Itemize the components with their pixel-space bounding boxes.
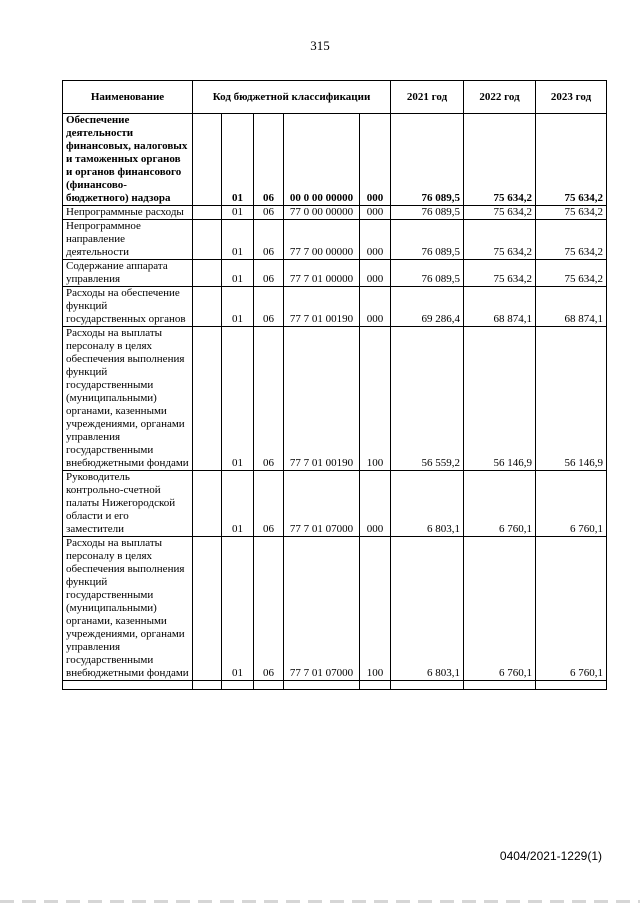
row-value-2023: 6 760,1 bbox=[536, 471, 607, 537]
row-code-expense-type: 000 bbox=[360, 260, 391, 287]
header-code: Код бюджетной классификации bbox=[193, 81, 391, 114]
row-value-2023: 56 146,9 bbox=[536, 327, 607, 471]
row-code-target: 77 7 01 00000 bbox=[284, 260, 360, 287]
row-code-1 bbox=[193, 206, 222, 220]
table-row bbox=[63, 220, 607, 260]
row-code-subsection: 06 bbox=[254, 114, 284, 206]
row-code-expense-type: 100 bbox=[360, 537, 391, 681]
row-code-1 bbox=[193, 327, 222, 471]
row-code-1 bbox=[193, 537, 222, 681]
row-value-2021: 6 803,1 bbox=[391, 537, 464, 681]
spacer-cell bbox=[536, 681, 607, 690]
row-code-section: 01 bbox=[222, 220, 254, 260]
header-2022: 2022 год bbox=[464, 81, 536, 114]
row-code-section: 01 bbox=[222, 287, 254, 327]
table-header-row bbox=[63, 81, 607, 114]
row-code-subsection: 06 bbox=[254, 537, 284, 681]
table-row bbox=[63, 206, 607, 220]
row-value-2021: 56 559,2 bbox=[391, 327, 464, 471]
row-code-section: 01 bbox=[222, 114, 254, 206]
row-code-target: 77 7 01 00190 bbox=[284, 327, 360, 471]
row-code-expense-type: 000 bbox=[360, 206, 391, 220]
table-row bbox=[63, 327, 607, 471]
row-value-2023: 6 760,1 bbox=[536, 537, 607, 681]
row-code-target: 77 7 01 07000 bbox=[284, 471, 360, 537]
row-value-2023: 75 634,2 bbox=[536, 206, 607, 220]
table-row bbox=[63, 114, 607, 206]
row-name: Руководитель контрольно-счетной палаты Нижегородской области и его заместители bbox=[63, 471, 193, 537]
row-code-section: 01 bbox=[222, 537, 254, 681]
row-name: Обеспечение деятельности финансовых, налоговых и таможенных органов и органов финансового (финансово-бюджетного) надзора bbox=[63, 114, 193, 206]
header-2021: 2021 год bbox=[391, 81, 464, 114]
row-value-2022: 75 634,2 bbox=[464, 220, 536, 260]
row-value-2023: 75 634,2 bbox=[536, 114, 607, 206]
row-code-section: 01 bbox=[222, 206, 254, 220]
spacer-cell bbox=[193, 681, 222, 690]
spacer-cell bbox=[360, 681, 391, 690]
row-name: Расходы на выплаты персоналу в целях обеспечения выполнения функций государственными (муниципальными) органами, казенными учреждениями, органами управления государственными внебюджетными фондами bbox=[63, 537, 193, 681]
row-name: Непрограммные расходы bbox=[63, 206, 193, 220]
header-name: Наименование bbox=[63, 81, 193, 114]
row-value-2021: 76 089,5 bbox=[391, 260, 464, 287]
row-code-target: 77 7 00 00000 bbox=[284, 220, 360, 260]
row-code-target: 77 7 01 07000 bbox=[284, 537, 360, 681]
row-value-2022: 68 874,1 bbox=[464, 287, 536, 327]
row-code-expense-type: 000 bbox=[360, 114, 391, 206]
row-code-target: 00 0 00 00000 bbox=[284, 114, 360, 206]
row-code-section: 01 bbox=[222, 260, 254, 287]
row-name: Непрограммное направление деятельности bbox=[63, 220, 193, 260]
row-code-1 bbox=[193, 471, 222, 537]
row-code-section: 01 bbox=[222, 471, 254, 537]
spacer-cell bbox=[222, 681, 254, 690]
row-value-2021: 69 286,4 bbox=[391, 287, 464, 327]
row-value-2021: 6 803,1 bbox=[391, 471, 464, 537]
row-code-1 bbox=[193, 114, 222, 206]
row-code-subsection: 06 bbox=[254, 287, 284, 327]
row-value-2023: 68 874,1 bbox=[536, 287, 607, 327]
row-code-expense-type: 000 bbox=[360, 220, 391, 260]
row-code-subsection: 06 bbox=[254, 327, 284, 471]
row-value-2021: 76 089,5 bbox=[391, 114, 464, 206]
row-value-2022: 75 634,2 bbox=[464, 260, 536, 287]
row-name: Содержание аппарата управления bbox=[63, 260, 193, 287]
row-value-2023: 75 634,2 bbox=[536, 260, 607, 287]
row-code-subsection: 06 bbox=[254, 220, 284, 260]
row-code-subsection: 06 bbox=[254, 471, 284, 537]
row-code-1 bbox=[193, 287, 222, 327]
spacer-cell bbox=[254, 681, 284, 690]
spacer-cell bbox=[284, 681, 360, 690]
row-value-2022: 56 146,9 bbox=[464, 327, 536, 471]
spacer-cell bbox=[391, 681, 464, 690]
row-value-2022: 6 760,1 bbox=[464, 471, 536, 537]
row-name: Расходы на обеспечение функций государственных органов bbox=[63, 287, 193, 327]
table-row bbox=[63, 537, 607, 681]
scan-artifact-line bbox=[0, 900, 640, 903]
table-row bbox=[63, 471, 607, 537]
row-code-1 bbox=[193, 220, 222, 260]
row-code-expense-type: 100 bbox=[360, 327, 391, 471]
row-code-target: 77 7 01 00190 bbox=[284, 287, 360, 327]
row-value-2021: 76 089,5 bbox=[391, 206, 464, 220]
table-spacer-row bbox=[63, 681, 607, 690]
document-code: 0404/2021-1229(1) bbox=[499, 849, 602, 863]
row-value-2022: 6 760,1 bbox=[464, 537, 536, 681]
row-name: Расходы на выплаты персоналу в целях обеспечения выполнения функций государственными (муниципальными) органами, казенными учреждениями, органами управления государственными внебюджетными фондами bbox=[63, 327, 193, 471]
row-code-subsection: 06 bbox=[254, 206, 284, 220]
row-code-1 bbox=[193, 260, 222, 287]
spacer-cell bbox=[63, 681, 193, 690]
table-row bbox=[63, 287, 607, 327]
table-row bbox=[63, 260, 607, 287]
row-value-2022: 75 634,2 bbox=[464, 206, 536, 220]
row-code-target: 77 0 00 00000 bbox=[284, 206, 360, 220]
page-number: 315 bbox=[310, 38, 330, 53]
row-code-expense-type: 000 bbox=[360, 471, 391, 537]
row-code-expense-type: 000 bbox=[360, 287, 391, 327]
row-code-subsection: 06 bbox=[254, 260, 284, 287]
spacer-cell bbox=[464, 681, 536, 690]
row-value-2023: 75 634,2 bbox=[536, 220, 607, 260]
header-2023: 2023 год bbox=[536, 81, 607, 114]
row-value-2021: 76 089,5 bbox=[391, 220, 464, 260]
budget-table bbox=[62, 80, 607, 690]
row-value-2022: 75 634,2 bbox=[464, 114, 536, 206]
row-code-section: 01 bbox=[222, 327, 254, 471]
